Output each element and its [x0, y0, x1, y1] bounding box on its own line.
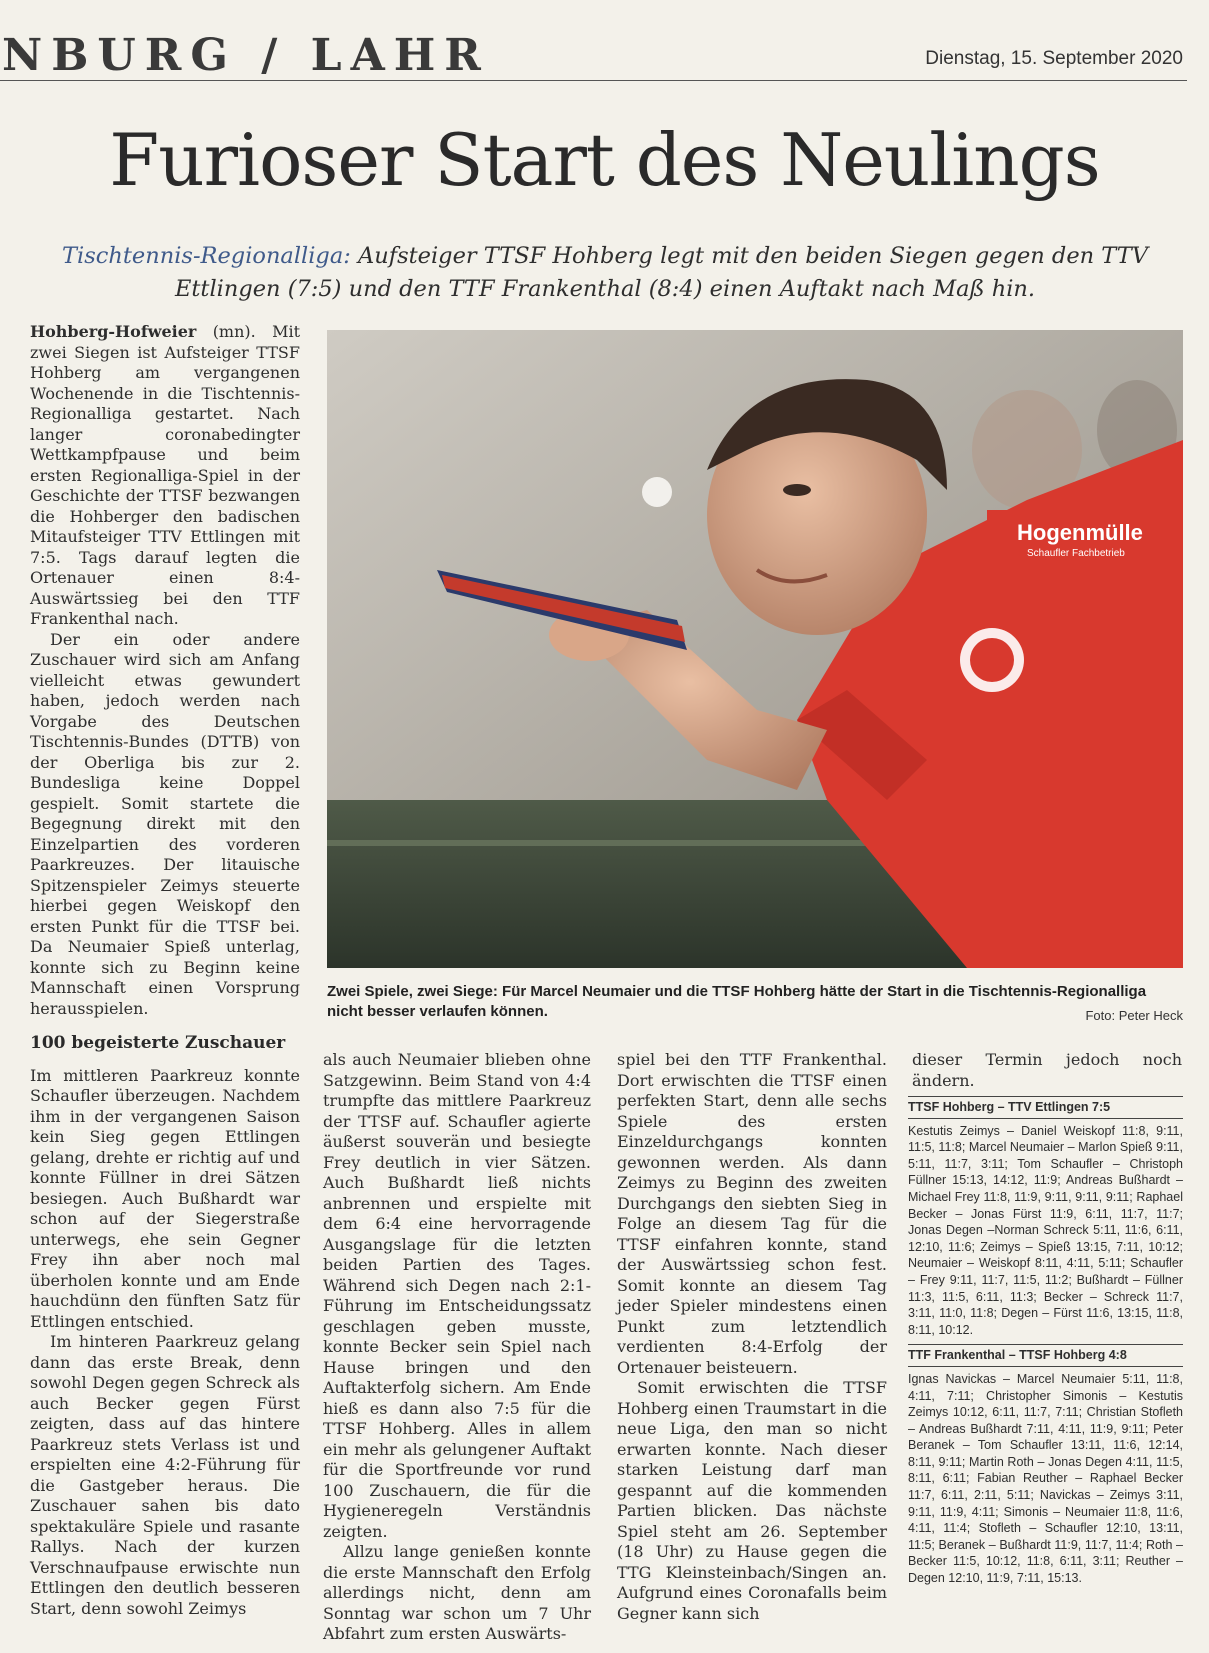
paragraph: Im mittleren Paarkreuz konnte Schaufler überzeugen. Nachdem ihm in der vergangenen Saison kein Sieg gegen Ettlingen gelang, drehte er richtig auf und konnte Füllner in drei Sätzen besiegen. Auch Bußhardt war schon auf der Siegerstraße unterwegs, ehe sein Gegner Frey ihn aber noch mal überholen konnte und am Ende hauchdünn den fünften Satz für Ettlingen entschied.: [30, 1065, 300, 1331]
column-2: [323, 1050, 591, 1645]
results-text: Ignas Navickas – Marcel Neumaier 5:11, 11:8, 4:11, 7:11; Christopher Simonis – Kestutis Zeimys 10:12, 6:11, 11:7, 7:11; Christian Stofleth – Andreas Bußhardt 7:11, 4:11, 11:9, 9:11; Peter Beranek – Tom Schaufler 13:11, 11:6, 12:14, 8:11, 9:11; Martin Roth – Jonas Degen 4:11, 11:5, 8:11, 6:11; Fabian Reuther – Raphael Becker 11:7, 6:11, 2:11, 5:11; Navickas – Zeimys 3:11, 9:11, 11:9, 4:11; Simonis – Neumaier 11:8, 11:6, 4:11, 11:4; Stofleth – Schaufler 12:10, 13:11, 11:5; Beranek – Bußhardt 11:9, 11:7, 11:4; Roth – Becker 11:5, 10:12, 11:8, 6:11, 3:11; Reuther – Degen 12:10, 11:9, 7:11, 15:13.: [908, 1371, 1183, 1586]
paragraph-text: (mn). Mit zwei Siegen ist Aufsteiger TTSF Hohberg am vergangenen Wochenende in die Tischtennis-Regionalliga gestartet. Nach langer coronabedingter Wettkampfpause und beim ersten Regionalliga-Spiel in der Geschichte der TTSF bezwangen die Hohberger den badischen Mitaufsteiger TTV Ettlingen mit 7:5. Tags darauf legten die Ortenauer einen 8:4-Auswärtssieg bei den TTF Frankenthal nach.: [30, 322, 300, 628]
photo-credit: Foto: Peter Heck: [1085, 1008, 1183, 1023]
shirt-sponsor-sub: Schaufler Fachbetrieb: [1027, 548, 1125, 559]
photo-caption: Zwei Spiele, zwei Siege: Für Marcel Neumaier und die TTSF Hohberg hätte der Start in die Tischtennis-Regionalliga nicht besser verlaufen können.: [327, 983, 1147, 1020]
paragraph: als auch Neumaier blieben ohne Satzgewinn. Beim Stand von 4:4 trumpfte das mittlere Paarkreuz der TTSF auf. Schaufler agierte äußerst souverän und besiegte Frey deutlich in vier Sätzen. Auch Bußhardt ließ nichts anbrennen und erspielte mit dem 6:4 eine hervorragende Ausgangslage für die letzten beiden Partien des Tages. Während sich Degen nach 2:1-Führung im Entscheidungssatz geschlagen geben musste, konnte Becker sein Spiel nach Hause bringen und den Auftakterfolg sichern. Am Ende hieß es dann also 7:5 für die TTSF Hohberg. Alles in allem ein mehr als gelungener Auftakt für die Sportfreunde vor rund 100 Zuschauern, die für die Hygieneregeln Verständnis zeigten.: [323, 1050, 591, 1541]
subhead-text: Aufsteiger TTSF Hohberg legt mit den beiden Siegen gegen den TTV Ettlingen (7:5) und den TTF Frankenthal (8:4) einen Auftakt nach Maß hin.: [174, 243, 1148, 302]
kicker: Tischtennis-Regionalliga:: [62, 243, 351, 269]
shirt-sponsor: Hogenmülle: [1017, 520, 1143, 545]
paragraph: [30, 322, 300, 630]
page-header: [0, 22, 1209, 86]
subheading: 100 begeisterte Zuschauer: [30, 1033, 286, 1053]
results-heading: TTF Frankenthal – TTSF Hohberg 4:8: [908, 1344, 1183, 1367]
issue-date: Dienstag, 15. September 2020: [925, 48, 1183, 69]
paragraph: spiel bei den TTF Frankenthal. Dort erwischten die TTSF einen perfekten Start, denn alle sechs Spiele des ersten Einzeldurchgangs konnten gewonnen werden. Als dann Zeimys zu Beginn des zweiten Durchgangs den siebten Sieg in Folge an diesem Tag für die TTSF einfahren konnte, stand der Auswärtssieg schon fest. Somit konnte an diesem Tag jeder Spieler mindestens einen Punkt zum letztendlich verdienten 8:4-Erfolg der Ortenauer beisteuern.: [617, 1050, 887, 1377]
results-box: [908, 1092, 1183, 1593]
table-tennis-player-photo: [327, 330, 1183, 968]
dateline: Hohberg-Hofweier: [30, 322, 197, 341]
results-text: Kestutis Zeimys – Daniel Weiskopf 11:8, 9:11, 11:5, 11:8; Marcel Neumaier – Marlon Spieß 9:11, 5:11, 11:7, 3:11; Tom Schaufler – Christoph Füllner 15:13, 14:12, 11:9; Andreas Bußhardt – Michael Frey 11:8, 11:9, 9:11, 9:11, 9:11; Raphael Becker – Jonas Fürst 11:9, 6:11, 11:7, 11:7; Jonas Degen –Norman Schreck 5:11, 11:6, 6:11, 12:10, 11:6; Zeimys – Spieß 13:15, 7:11, 10:12; Neumaier – Weiskopf 8:11, 4:11, 5:11; Schaufler – Frey 9:11, 11:7, 11:5, 11:2; Bußhardt – Füllner 11:3, 11:5, 6:11, 11:3; Becker – Schreck 11:7, 3:11, 11:0, 11:8; Degen – Fürst 11:6, 13:15, 11:8, 8:11, 10:12.: [908, 1123, 1183, 1337]
article-headline: Furioser Start des Neulings: [109, 118, 1100, 202]
paragraph: Der ein oder andere Zuschauer wird sich am Anfang vielleicht etwas gewundert haben, jedoch werden nach Vorgabe des Deutschen Tischtennis-Bundes (DTTB) von der Oberliga bis zur 2. Bundesliga keine Doppel gespielt. Somit startete die Begegnung direkt mit den Einzelpartien des vorderen Paarkreuzes. Der litauische Spitzenspieler Zeimys steuerte hierbei gegen Weiskopf den ersten Punkt für die TTSF bei. Da Neumaier Spieß unterlag, konnte sich zu Beginn keine Mannschaft einen Vorsprung herausspielen.: [30, 629, 300, 1018]
column-4: [912, 1050, 1182, 1091]
header-rule: [0, 80, 1187, 81]
paragraph: Somit erwischten die TTSF Hohberg einen Traumstart in die neue Liga, den man so nicht erwarten konnte. Nach dieser starken Leistung darf man gespannt auf die kommenden Partien blicken. Das nächste Spiel steht am 26. September (18 Uhr) zu Hause gegen die TTG Kleinsteinbach/Singen an. Aufgrund eines Coronafalls beim Gegner kann sich: [617, 1378, 887, 1623]
results-heading: TTSF Hohberg – TTV Ettlingen 7:5: [908, 1096, 1183, 1119]
article-photo: [327, 330, 1183, 968]
paragraph: Allzu lange genießen konnte die erste Mannschaft den Erfolg allerdings nicht, denn am Sonntag war schon um 7 Uhr Abfahrt zum ersten Auswärts-: [323, 1542, 591, 1643]
column-3: [617, 1050, 887, 1624]
column-1: [30, 322, 300, 1619]
section-name: NBURG / LAHR: [2, 30, 490, 81]
article-subhead: [50, 240, 1160, 306]
paragraph: Im hinteren Paarkreuz gelang dann das erste Break, denn sowohl Degen gegen Schreck als auch Becker gegen Fürst zeigten, dass auf das hintere Paarkreuz stets Verlass ist und erspielten eine 4:2-Führung für die Gastgeber heraus. Die Zuschauer sahen bis dato spektakuläre Spiele und rasante Rallys. Nach der kurzen Verschnaufpause erwischte nun Ettlingen den deutlich besseren Start, denn sowohl Zeimys: [30, 1332, 300, 1618]
club-crest-inner-icon: [970, 638, 1014, 682]
paragraph: dieser Termin jedoch noch ändern.: [912, 1050, 1182, 1090]
